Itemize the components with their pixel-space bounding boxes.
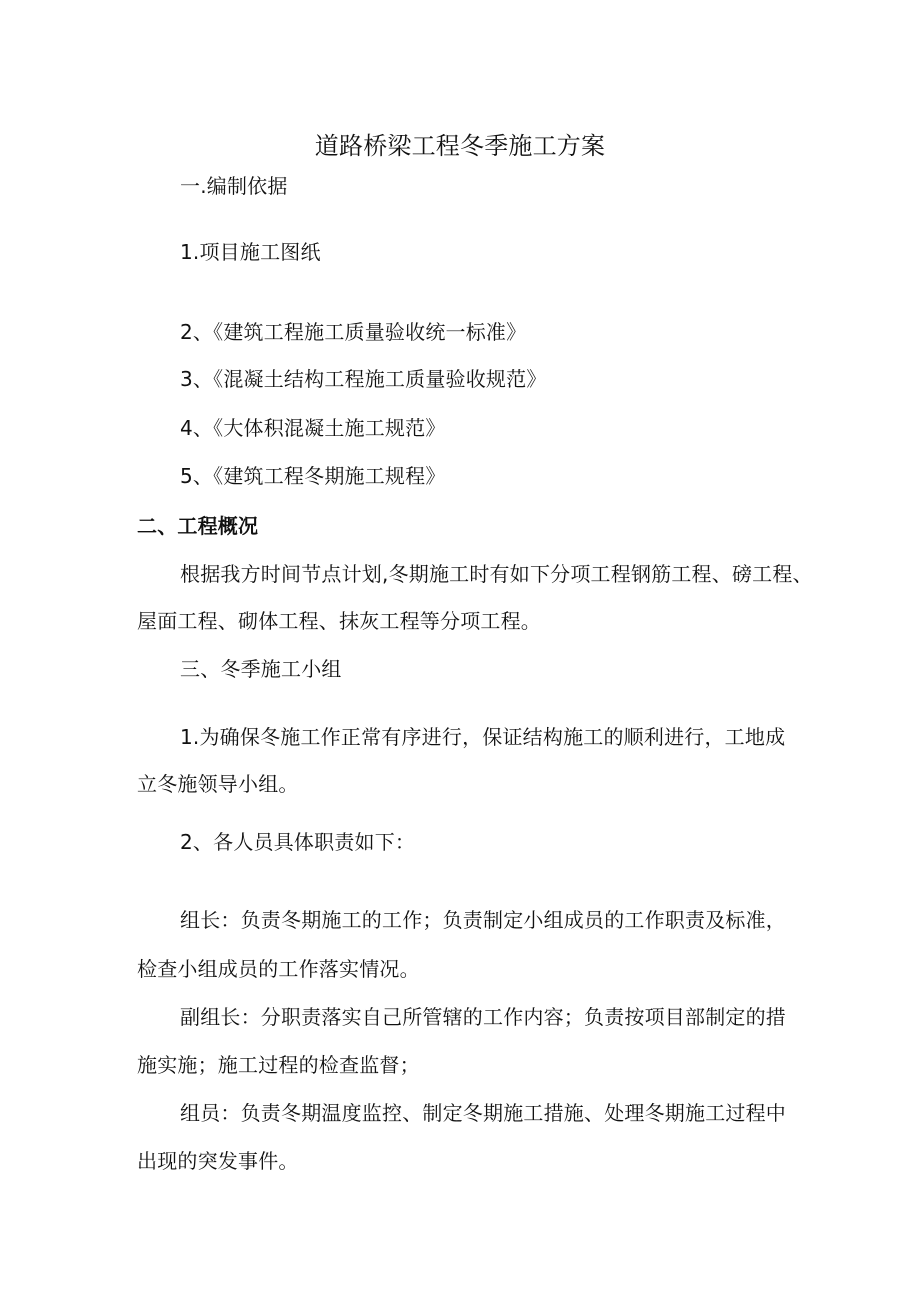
team-item2: 2、各人员具体职责如下：	[180, 830, 416, 854]
member-duty-line1: 组员：负责冬期温度监控、制定冬期施工措施、处理冬期施工过程中	[180, 1101, 786, 1125]
section3-heading: 三、冬季施工小组	[180, 657, 342, 681]
section1-heading: 一.编制依据	[180, 174, 288, 198]
basis-item-2: 2、《建筑工程施工质量验收统一标准》	[180, 320, 527, 344]
basis-item-3: 3、《混凝土结构工程施工质量验收规范》	[180, 367, 547, 391]
deputy-duty-line2: 施实施；施工过程的检查监督；	[137, 1053, 420, 1077]
leader-duty-line2: 检查小组成员的工作落实情况。	[137, 957, 420, 981]
basis-item-5: 5、《建筑工程冬期施工规程》	[180, 464, 446, 488]
basis-item-4: 4、《大体积混凝土施工规范》	[180, 416, 446, 440]
deputy-duty-line1: 副组长：分职责落实自己所管辖的工作内容；负责按项目部制定的措	[180, 1005, 786, 1029]
overview-para-line1: 根据我方时间节点计划,冬期施工时有如下分项工程钢筋工程、磅工程、	[180, 562, 813, 586]
document-title: 道路桥梁工程冬季施工方案	[314, 132, 606, 160]
leader-duty-line1: 组长：负责冬期施工的工作；负责制定小组成员的工作职责及标准，	[180, 908, 786, 932]
team-item1-line2: 立冬施领导小组。	[137, 772, 299, 796]
section2-heading: 二、工程概况	[137, 514, 259, 538]
basis-item-1: 1.项目施工图纸	[180, 240, 321, 264]
overview-para-line2: 屋面工程、砌体工程、抹灰工程等分项工程。	[137, 609, 541, 633]
team-item1-line1: 1.为确保冬施工作正常有序进行，保证结构施工的顺利进行，工地成	[180, 725, 786, 749]
member-duty-line2: 出现的突发事件。	[137, 1149, 299, 1173]
